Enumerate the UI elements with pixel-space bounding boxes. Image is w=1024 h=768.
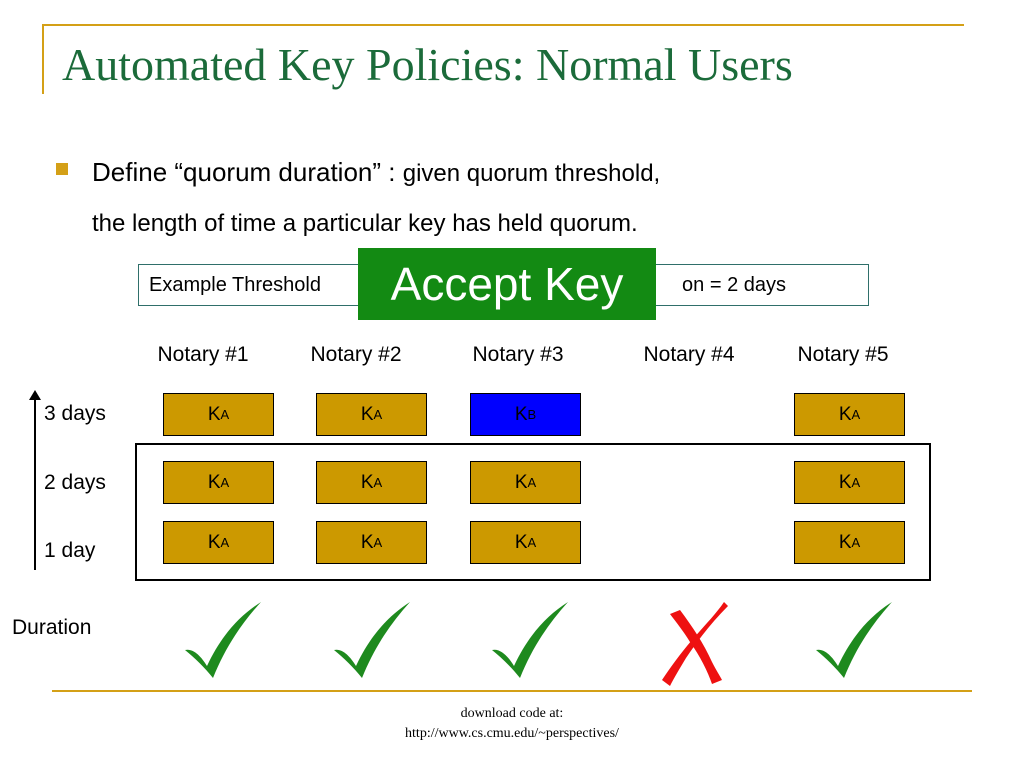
key-cell-notary2-row2 [316, 461, 427, 504]
key-base: K [207, 403, 221, 425]
example-box-left-text: Example Threshold [149, 274, 321, 296]
key-cell-notary1-row2 [163, 461, 274, 504]
checkmark-icon [470, 592, 580, 692]
notary-header-3: Notary #3 [472, 343, 564, 366]
key-subscript: A [527, 475, 537, 490]
footer-url: http://www.cs.cmu.edu/~perspectives/ [405, 726, 619, 741]
key-cell-notary5-row2 [794, 461, 905, 504]
title-frame-top-rule [42, 24, 964, 26]
key-base: K [360, 531, 374, 553]
title-frame-left-rule [42, 24, 44, 94]
key-base: K [838, 471, 852, 493]
key-cell-notary3-row3 [470, 521, 581, 564]
key-cell-notary1-row1 [163, 393, 274, 436]
key-subscript: B [527, 407, 537, 422]
notary-header-1: Notary #1 [157, 343, 249, 366]
key-cell-notary2-row1 [316, 393, 427, 436]
bullet-lead: Define “quorum duration” : [92, 157, 403, 187]
key-base: K [207, 471, 221, 493]
notary-header-5: Notary #5 [797, 343, 889, 366]
key-subscript: A [220, 535, 230, 550]
key-base: K [838, 403, 852, 425]
key-subscript: A [220, 407, 230, 422]
key-base: K [514, 403, 528, 425]
bullet-line2: the length of time a particular key has held quorum. [92, 210, 638, 237]
key-subscript: A [373, 407, 383, 422]
time-axis-arrow [34, 398, 36, 570]
checkmark-icon [163, 592, 273, 692]
key-cell-notary3-row2 [470, 461, 581, 504]
day-label-1-day: 1 day [44, 539, 96, 562]
key-base: K [514, 531, 528, 553]
key-cell-notary1-row3 [163, 521, 274, 564]
notary-header-4: Notary #4 [643, 343, 735, 366]
key-base: K [360, 471, 374, 493]
day-label-3-days: 3 days [44, 402, 106, 425]
slide-title: Automated Key Policies: Normal Users [62, 39, 793, 90]
key-base: K [514, 471, 528, 493]
example-box-right-text: on = 2 days [682, 274, 786, 296]
key-base: K [207, 531, 221, 553]
key-subscript: A [220, 475, 230, 490]
key-subscript: A [851, 475, 861, 490]
key-subscript: A [527, 535, 537, 550]
key-subscript: A [373, 475, 383, 490]
key-base: K [360, 403, 374, 425]
key-subscript: A [851, 407, 861, 422]
key-cell-notary2-row3 [316, 521, 427, 564]
footer-rule [52, 690, 972, 692]
cross-icon [640, 592, 750, 692]
footer [0, 704, 1024, 744]
key-cell-notary5-row3 [794, 521, 905, 564]
checkmark-icon [794, 592, 904, 692]
key-cell-notary5-row1 [794, 393, 905, 436]
accept-key-button[interactable]: Accept Key [358, 248, 656, 320]
arrow-up-icon [29, 390, 41, 400]
key-cell-notary3-row1 [470, 393, 581, 436]
checkmark-icon [312, 592, 422, 692]
footer-line-1: download code at: [460, 706, 564, 721]
bullet-text [92, 148, 972, 248]
key-base: K [838, 531, 852, 553]
duration-label: Duration [12, 616, 92, 639]
bullet-rest-line1: given quorum threshold, [402, 160, 661, 187]
key-subscript: A [851, 535, 861, 550]
key-subscript: A [373, 535, 383, 550]
bullet-square-icon [56, 163, 68, 175]
day-label-2-days: 2 days [44, 471, 106, 494]
notary-header-2: Notary #2 [310, 343, 402, 366]
